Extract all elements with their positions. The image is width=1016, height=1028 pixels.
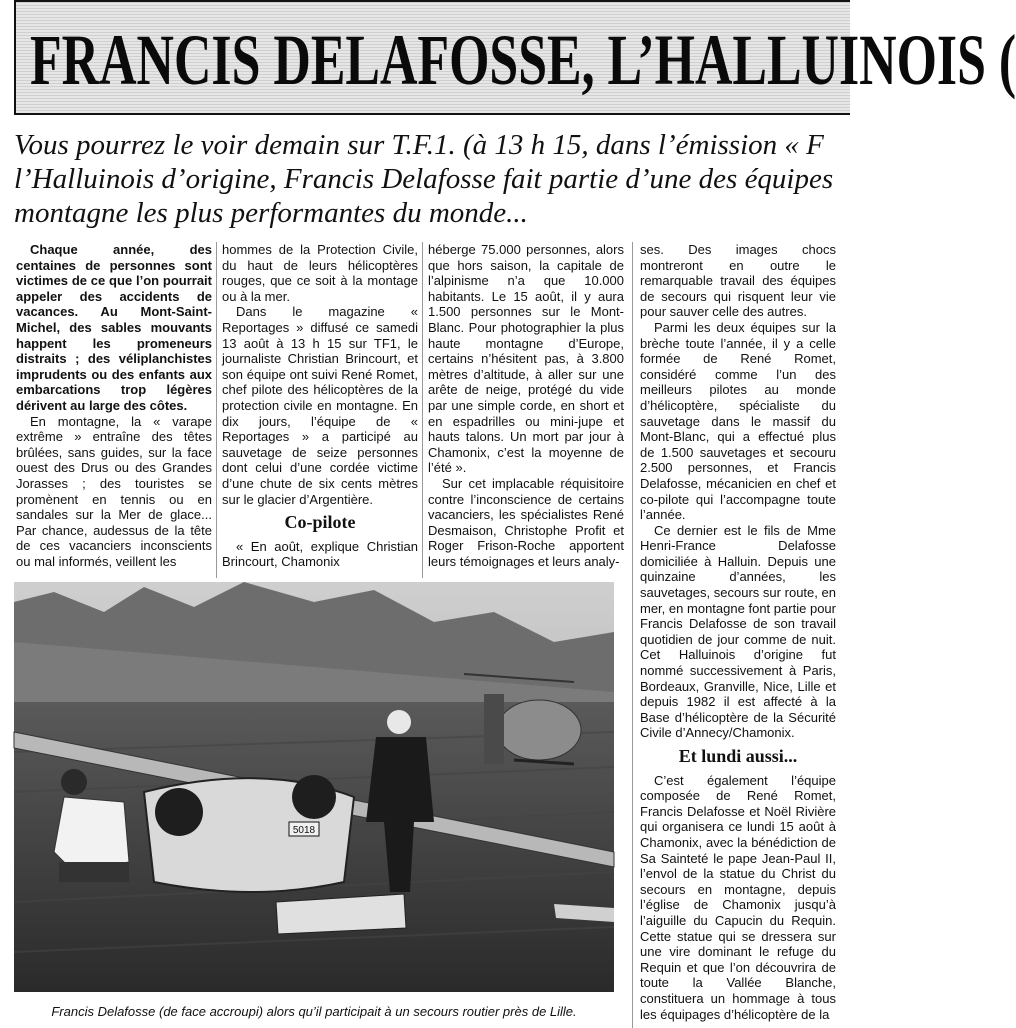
- column-divider: [632, 242, 633, 1028]
- headline-banner: [14, 0, 1016, 115]
- paragraph: hommes de la Protection Civile, du haut de leurs hélicoptères rouges, que ce soit à la montage ou à la mer.: [222, 242, 418, 304]
- news-photo: [14, 582, 614, 992]
- column-divider: [216, 242, 217, 578]
- subheading-lundi: Et lundi aussi...: [678, 746, 798, 766]
- column-2: [222, 242, 418, 572]
- paragraph: En montagne, la « varape extrême » entraîne des têtes brûlées, sans guides, sur la face ouest des Drus ou des Grandes Jorasses ; des touristes se promènent en tennis ou en sandales sur la Mer de glace... Par chance, audessus de la tête de ces vacanciers inconscients ou mal informés, veillent les: [16, 413, 212, 569]
- column-4: [640, 242, 836, 1028]
- paragraph: Sur cet implacable réquisitoire contre l’inconscience de certains vacanciers, les spécialistes René Desmaison, Christophe Profit et Roger Frison-Roche apportent leurs témoignages et leurs analy-: [428, 475, 624, 569]
- paragraph: « En août, explique Christian Brincourt, Chamonix: [222, 538, 418, 570]
- standfirst-line: l’Halluinois d’origine, Francis Delafosse fait partie d’une des équipes: [14, 163, 834, 195]
- car-shape: [144, 775, 354, 892]
- column-1: [16, 242, 212, 572]
- standfirst-line: montagne les plus performantes du monde...: [14, 197, 528, 229]
- headline: FRANCIS DELAFOSSE, L’HALLUINOIS (: [30, 20, 1016, 100]
- standfirst: [14, 128, 850, 230]
- paragraph: Ce dernier est le fils de Mme Henri-France Delafosse domiciliée à Halluin. Depuis une quinzaine d’années, les sauvetages, secours sur route, en mer, en montagne font partie pour Francis Delafosse de son travail quotidien de jour comme de nuit. Cet Halluinois d’origine fut nommé successivement à Paris, Bordeaux, Granville, Nice, Lille et depuis 1982 il est affecté à la Base d’hélicoptère de la Sécurité Civile d’Annecy/Chamonix.: [640, 522, 836, 741]
- photo-caption: Francis Delafosse (de face accroupi) alors qu’il participait à un secours routier près de Lille.: [51, 1004, 577, 1019]
- paragraph: Dans le magazine « Reportages » diffusé ce samedi 13 août à 13 h 15 sur TF1, le journaliste Christian Brincourt, et son équipe ont suivi René Romet, chef pilote des hélicoptères de la protection civile en montagne. En dix jours, l’équipe de « Reportages » a participé au sauvetage de seize personnes dont celui d’une cordée victime d’une chute de six cents mètres sur le glacier d’Argentière.: [222, 304, 418, 507]
- lead-paragraph: Chaque année, des centaines de personnes sont victimes de ce que l’on pourrait appeler des accidents de vacances. Au Mont-Saint-Michel, des sables mouvants happent les promeneurs distraits ; des véliplanchistes imprudents ou des enfants aux embarcations trop légères dérivent au large des côtes.: [16, 242, 212, 413]
- rescue-scene-illustration: [14, 582, 614, 992]
- standfirst-line: Vous pourrez le voir demain sur T.F.1. (à 13 h 15, dans l’émission « F: [14, 129, 824, 161]
- plate-text: 5018: [292, 825, 316, 836]
- column-3: [428, 242, 624, 572]
- paragraph: ses. Des images chocs montreront en outre le remarquable travail des équipes de secours qui risquent leur vie pour sauver celle des autres.: [640, 242, 836, 320]
- subheading-co-pilote: Co-pilote: [284, 512, 356, 533]
- column-divider: [422, 242, 423, 578]
- paragraph: héberge 75.000 personnes, alors que hors saison, la capitale de l’alpinisme n’a que 10.000 habitants. Le 15 août, il y aura 1.500 personnes sur le Mont-Blanc. Pour photographier la plus haute montagne d’Europe, certains n’hésitent pas, à 3.800 mètres d’altitude, à aller sur une arête de neige, protégé du vide par une simple corde, en short et en espadrilles ou mini-jupe et hauts talons. Un mort par jour à Chamonix, c’est la moyenne de l’été ».: [428, 242, 624, 476]
- paragraph: Parmi les deux équipes sur la brèche toute l’année, il y a celle formée de René Romet, considéré comme l’un des meilleurs pilotes au monde d’hélicoptère, spécialiste du sauvetage dans le massif du Mont-Blanc, qui a effectué plus de 1.500 sauvetages et secouru 2.500 personnes, et Francis Delafosse, mécanicien en chef et co-pilote qui l’accompagne toute l’année.: [640, 319, 836, 523]
- paragraph: C’est également l’équipe composée de René Romet, Francis Delafosse et Noël Rivière qui organisera ce lundi 15 août à Chamonix, avec la bénédiction de Sa Sainteté le pape Jean-Paul II, l’envol de la statue du Christ du secours en montagne, depuis l’église de Chamonix jusqu’à l’aiguille du Capucin du Requin. Cette statue qui se dressera sur une vire dominant le refuge du Requin et que l’on découvrira de toute la Vallée Blanche, constituera un hommage à tous les équipages d’hélicoptère de la: [640, 772, 836, 1022]
